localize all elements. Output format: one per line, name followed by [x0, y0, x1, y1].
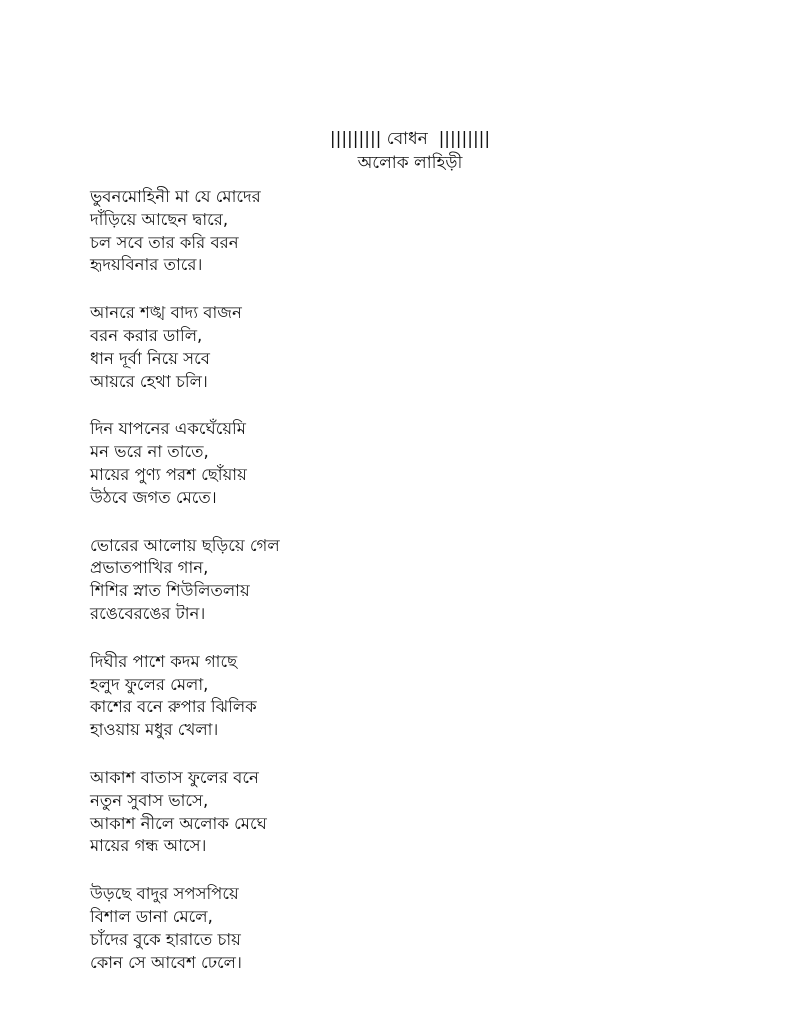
- poem-body: [90, 186, 510, 999]
- poem-line: উড়ছে বাদুর সপসপিয়ে: [90, 884, 239, 904]
- poem-line: কাশের বনে রুপার ঝিলিক: [90, 697, 257, 717]
- poem-line: হলুদ ফুলের মেলা,: [90, 674, 209, 694]
- poem-line: কোন সে আবেশ ঢেলে।: [90, 952, 242, 972]
- stanza: [90, 535, 510, 626]
- poem-line: ভোরের আলোয় ছড়িয়ে গেল: [90, 535, 280, 555]
- poem-line: রঙেবেরঙের টান।: [90, 603, 206, 623]
- poem-line: বিশাল ডানা মেলে,: [90, 906, 213, 926]
- poem-author: অলোক লাহিড়ী: [357, 153, 463, 173]
- poem-line: আনরে শঙ্খ বাদ্য বাজন: [90, 303, 242, 323]
- poem-line: হৃদয়বিনার তারে।: [90, 255, 203, 275]
- stanza: [90, 302, 510, 393]
- poem-line: আকাশ নীলে অলোক মেঘে: [90, 813, 267, 833]
- poem-line: আকাশ বাতাস ফুলের বনে: [90, 767, 259, 787]
- poem-line: শিশির স্নাত শিউলিতলায়: [90, 581, 250, 601]
- poem-line: আয়রে হেথা চলি।: [90, 371, 208, 391]
- stanza: [90, 418, 510, 509]
- poem-line: বরন করার ডালি,: [90, 325, 203, 345]
- poem-line: দিন যাপনের একঘেঁয়েমি: [90, 419, 246, 439]
- stanza: [90, 767, 510, 858]
- stanza: [90, 186, 510, 277]
- poem-line: দাঁড়িয়ে আছেন দ্বারে,: [90, 209, 229, 229]
- poem-header: [260, 127, 560, 175]
- poem-line: উঠবে জগত মেতে।: [90, 487, 217, 507]
- poem-line: ভুবনমোহিনী মা যে মোদের: [90, 187, 261, 206]
- poem-line: প্রভাতপাখির গান,: [90, 558, 209, 578]
- poem-line: ধান দূর্বা নিয়ে সবে: [90, 348, 210, 368]
- poem-line: নতুন সুবাস ভাসে,: [90, 790, 209, 810]
- poem-line: মায়ের পুণ্য পরশ ছোঁয়ায়: [90, 464, 247, 484]
- stanza: [90, 883, 510, 974]
- poem-line: মন ভরে না তাতে,: [90, 442, 209, 462]
- poem-line: চল সবে তার করি বরন: [90, 232, 239, 252]
- poem-line: হাওয়ায় মধুর খেলা।: [90, 720, 219, 740]
- poem-line: দিঘীর পাশে কদম গাছে: [90, 651, 238, 671]
- poem-title: ||||||||| বোধন |||||||||: [329, 129, 491, 149]
- poem-line: চাঁদের বুকে হারাতে চায়: [90, 929, 241, 949]
- poem-line: মায়ের গন্ধ আসে।: [90, 836, 207, 856]
- stanza: [90, 651, 510, 742]
